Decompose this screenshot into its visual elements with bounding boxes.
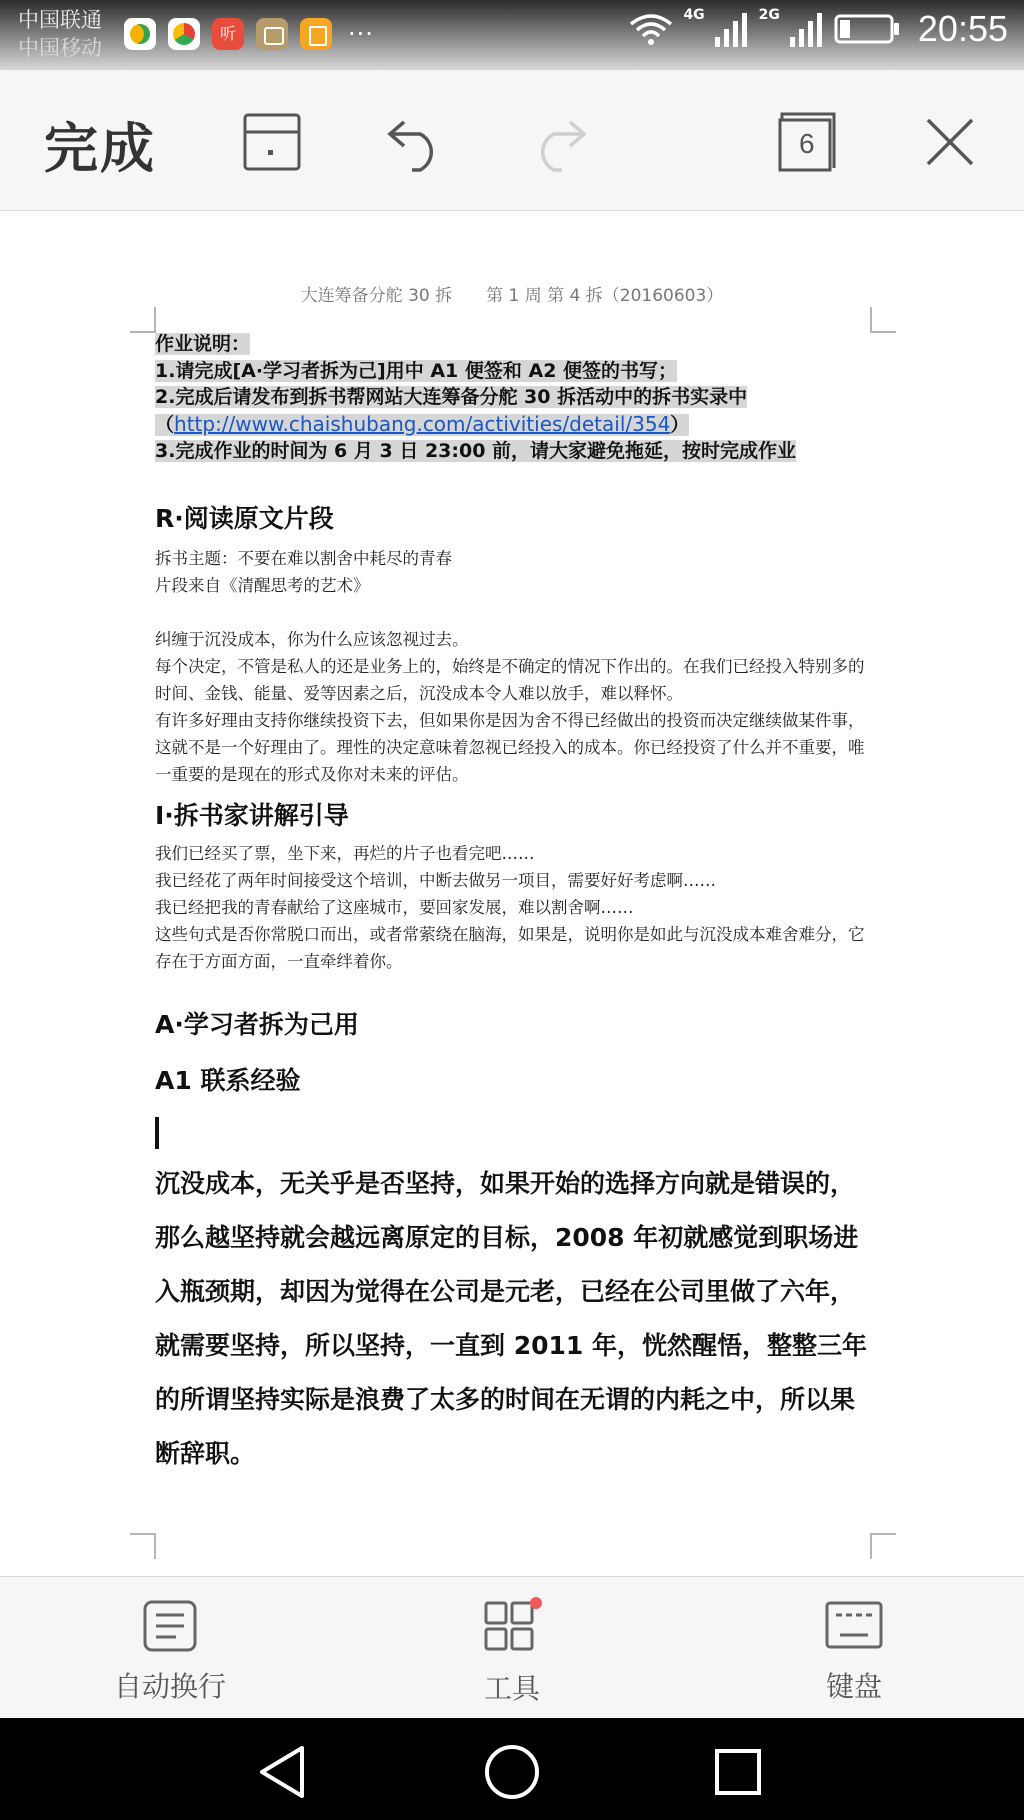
- wrap-text-icon: [142, 1597, 198, 1653]
- paragraph: 每个决定，不管是私人的还是业务上的，始终是不确定的情况下作出的。在我们已经投入特别多的时间、金钱、能量、爱等因素之后，沉没成本令人难以放手，难以释怀。: [155, 656, 865, 703]
- notification-icons: [124, 18, 374, 50]
- clock: 20:55: [917, 8, 1008, 49]
- signal-icon: [715, 11, 749, 47]
- paren-open: （: [155, 413, 175, 436]
- section-heading-read: R·阅读原文片段: [155, 503, 334, 533]
- page-header: 大连筹备分舵 30 拆 第 1 周 第 4 拆（20160603）: [300, 286, 724, 306]
- activity-link[interactable]: http://www.chaishubang.com/activities/detail/354: [174, 411, 671, 436]
- paragraph: 拆书主题：不要在难以割舍中耗尽的青春: [155, 548, 452, 568]
- battery-icon: [834, 12, 900, 46]
- tools-grid-icon: [480, 1597, 544, 1655]
- paragraph: 纠缠于沉没成本，你为什么应该忽视过去。: [155, 629, 469, 649]
- back-icon[interactable]: [254, 1742, 314, 1802]
- paragraph: 这些句式是否你常脱口而出，或者常萦绕在脑海，如果是，说明你是如此与沉没成本难舍难分，它存在于方面方面，一直牵绊着你。: [155, 924, 865, 971]
- redo-button[interactable]: [522, 106, 594, 178]
- tab-count: 6: [799, 128, 815, 159]
- network-2g-label: 2G: [758, 7, 780, 23]
- auto-wrap-label: 自动换行: [113, 1670, 226, 1703]
- crop-mark: [130, 1533, 156, 1559]
- section-heading-apply: A·学习者拆为己用: [155, 1009, 359, 1039]
- instruction-line-1: 1.请完成[A·学习者拆为己]用中 A1 便签和 A2 便签的书写；: [155, 359, 678, 382]
- keyboard-label: 键盘: [825, 1670, 882, 1703]
- crop-mark: [130, 307, 156, 333]
- text-cursor: [155, 1117, 159, 1149]
- status-indicators: [629, 8, 1008, 50]
- home-icon[interactable]: [482, 1742, 542, 1802]
- crop-mark: [870, 1533, 896, 1559]
- redo-icon: [526, 110, 590, 174]
- document-page[interactable]: [0, 211, 1024, 1576]
- editor-toolbar: [0, 70, 1024, 211]
- instruction-line-4: 3.完成作业的时间为 6 月 3 日 23:00 前，请大家避免拖延，按时完成作业: [155, 440, 797, 462]
- app-notification-icon: [168, 18, 200, 50]
- save-icon: [242, 112, 302, 172]
- auto-wrap-button[interactable]: [70, 1597, 270, 1705]
- paragraph: 我已经把我的青春献给了这座城市，要回家发展，难以割舍啊……: [155, 897, 634, 917]
- paren-close: ）: [670, 413, 690, 436]
- recent-apps-icon[interactable]: [708, 1742, 768, 1802]
- tools-button[interactable]: [412, 1597, 612, 1707]
- paragraph: 片段来自《清醒思考的艺术》: [155, 575, 370, 595]
- paragraph: 我们已经买了票，坐下来，再烂的片子也看完吧……: [155, 843, 535, 863]
- paragraph: 我已经花了两年时间接受这个培训，中断去做另一项目，需要好好考虑啊……: [155, 870, 716, 890]
- section-interpret-text: [155, 840, 870, 975]
- section-read-text: [155, 545, 870, 788]
- status-bar: [0, 0, 1024, 70]
- document-body[interactable]: [155, 331, 870, 1481]
- bottom-toolbar: [0, 1576, 1024, 1719]
- save-button[interactable]: [236, 106, 308, 178]
- listen-app-icon: 听: [212, 18, 244, 50]
- section-heading-interpret: I·拆书家讲解引导: [155, 800, 349, 830]
- instruction-line-2: 2.完成后请发布到拆书帮网站大连筹备分舵 30 拆活动中的拆书实录中: [155, 386, 748, 408]
- assignment-instructions: [155, 331, 870, 465]
- undo-icon: [384, 110, 448, 174]
- system-navigation-bar: [0, 1718, 1024, 1820]
- close-button[interactable]: [914, 106, 986, 178]
- keyboard-icon: [824, 1597, 884, 1653]
- app-notification-icon: [124, 18, 156, 50]
- crop-mark: [870, 307, 896, 333]
- done-button[interactable]: 完成: [44, 117, 156, 180]
- wifi-icon: [629, 12, 673, 46]
- undo-button[interactable]: [380, 106, 452, 178]
- close-icon: [922, 114, 978, 170]
- carrier-1: 中国联通: [18, 8, 102, 32]
- keyboard-button[interactable]: [754, 1597, 954, 1705]
- tools-label: 工具: [483, 1672, 540, 1705]
- signal-icon: [790, 11, 824, 47]
- carrier-2: 中国移动: [18, 36, 102, 60]
- carrier-info: [18, 6, 102, 62]
- subsection-heading-experience: A1 联系经验: [155, 1065, 301, 1095]
- app-notification-icon: [300, 18, 332, 50]
- more-notifications-icon: ···: [348, 20, 374, 48]
- tabs-button[interactable]: [772, 106, 844, 178]
- paragraph: 有许多好理由支持你继续投资下去，但如果你是因为舍不得已经做出的投资而决定继续做某件事，这就不是一个好理由了。理性的决定意味着忽视已经投入的成本。你已经投资了什么并不重要，唯一重要的是现在的形式及你对未来的评估。: [155, 710, 865, 784]
- network-4g-label: 4G: [683, 7, 705, 23]
- experience-paragraph[interactable]: 沉没成本，无关乎是否坚持，如果开始的选择方向就是错误的，那么越坚持就会越远离原定的目标，2008 年初就感觉到职场进入瓶颈期，却因为觉得在公司是元老，已经在公司里做了六年，就需要坚持，所以坚持，一直到 2011 年，恍然醒悟，整整三年的所谓坚持实际是浪费了太多的时间在无谓的内耗之中，所以果断辞职。: [155, 1168, 867, 1468]
- instructions-title: 作业说明：: [155, 333, 251, 355]
- app-notification-icon: [256, 18, 288, 50]
